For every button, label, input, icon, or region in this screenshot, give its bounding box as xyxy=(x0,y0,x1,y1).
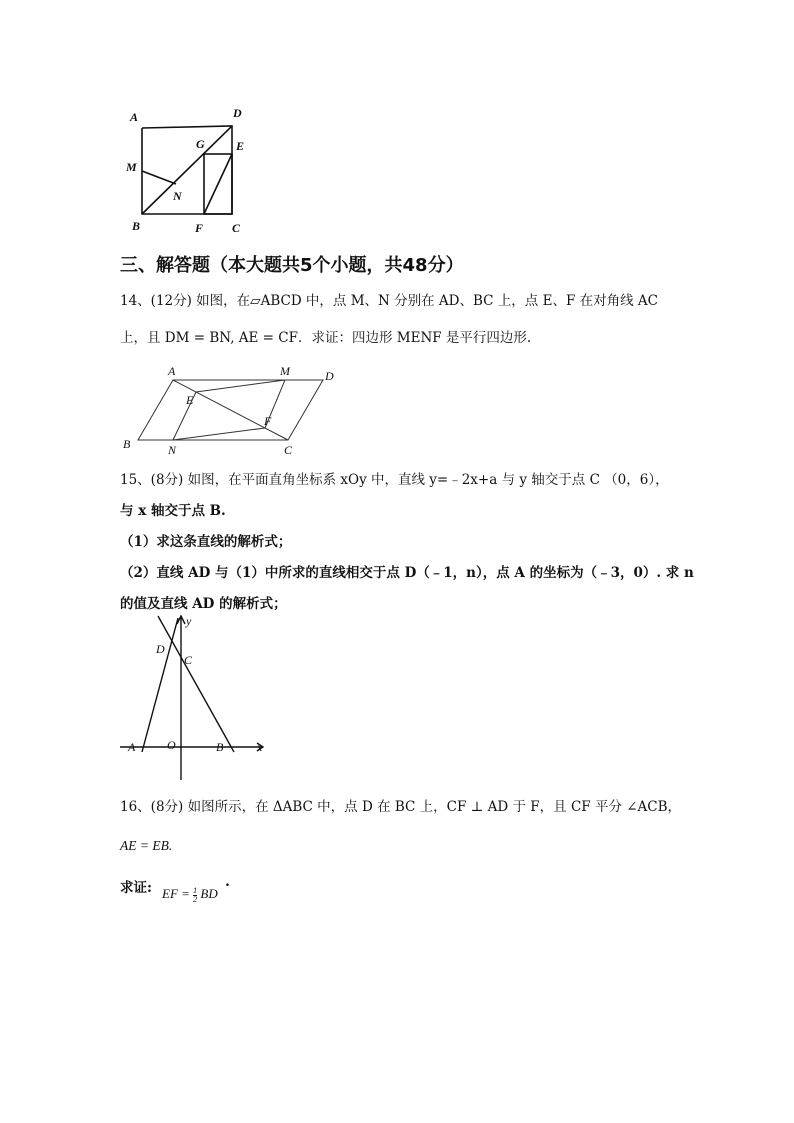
fraction xyxy=(193,887,197,904)
label-b: B xyxy=(123,437,131,451)
label-d: D xyxy=(325,369,334,383)
prove-label: 求证: xyxy=(120,880,152,896)
end-mark: . xyxy=(225,874,230,890)
label-o: O xyxy=(167,738,176,752)
label-b: B xyxy=(132,219,141,233)
label-c: C xyxy=(284,443,293,457)
label-g: G xyxy=(196,137,205,151)
q15-sub1: （1）求这条直线的解析式； xyxy=(120,534,292,550)
figure-coordinate-plane xyxy=(112,610,282,785)
label-f: F xyxy=(195,221,204,235)
label-x: x xyxy=(257,740,263,754)
label-n: N xyxy=(173,189,182,203)
label-a: A xyxy=(168,364,176,378)
q14-line1: 14、(12分) 如图，在▱ABCD 中，点 M、N 分别在 AD、BC 上，点 E、F 在对角线 AC xyxy=(120,293,658,309)
q14-line2: 上，且 DM = BN, AE = CF．求证：四边形 MENF 是平行四边形. xyxy=(120,330,532,346)
label-c: C xyxy=(184,653,193,667)
label-m: M xyxy=(126,160,137,174)
q15-line2: 与 x 轴交于点 B. xyxy=(120,503,226,519)
label-f: F xyxy=(264,414,272,428)
figure-parallelogram xyxy=(118,362,348,457)
label-d: D xyxy=(233,106,242,120)
formula-right: BD xyxy=(200,886,218,901)
q15-sub2b: 的值及直线 AD 的解析式； xyxy=(120,596,287,612)
label-e: E xyxy=(236,139,245,153)
label-y: y xyxy=(186,614,192,628)
proof-formula xyxy=(162,886,218,904)
q16-line1: 16、(8分) 如图所示，在 ΔABC 中，点 D 在 BC 上，CF ⊥ AD 于 F，且 CF 平分 ∠ACB， xyxy=(120,799,682,815)
label-n: N xyxy=(168,443,177,457)
section-title: 三、解答题（本大题共5个小题，共48分） xyxy=(120,255,464,276)
fraction-denominator: 2 xyxy=(193,894,198,904)
label-a: A xyxy=(128,740,136,754)
label-b: B xyxy=(216,740,224,754)
label-d: D xyxy=(156,642,165,656)
q15-line1: 15、(8分) 如图，在平面直角坐标系 xOy 中，直线 y=﹣2x+a 与 y 轴交于点 C （0，6）， xyxy=(120,472,669,488)
label-m: M xyxy=(280,364,290,378)
q16-line2: AE = EB. xyxy=(120,838,173,853)
formula-left: EF = xyxy=(162,886,190,901)
figure-square-abcd xyxy=(120,104,260,239)
label-c: C xyxy=(232,221,241,235)
label-a: A xyxy=(130,110,139,124)
q15-sub2a: （2）直线 AD 与（1）中所求的直线相交于点 D（﹣1，n），点 A 的坐标为（﹣3，0）. 求 n xyxy=(120,565,694,581)
label-e: E xyxy=(186,393,194,407)
fraction-numerator: 1 xyxy=(193,885,198,895)
